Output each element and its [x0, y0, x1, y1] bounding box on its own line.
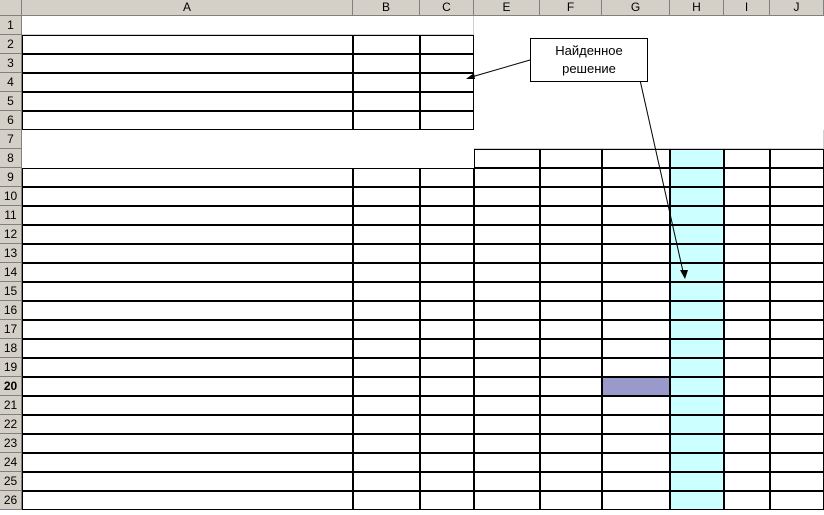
- channels-title[interactable]: [474, 130, 824, 149]
- metric-symbol[interactable]: [353, 263, 420, 282]
- column-header-I[interactable]: I: [724, 0, 770, 16]
- metric-empty[interactable]: [420, 339, 474, 358]
- column-header-A[interactable]: A: [22, 0, 353, 16]
- metric-value[interactable]: [724, 491, 770, 510]
- input-symbol[interactable]: [353, 54, 420, 73]
- callout-line1: Найденное: [555, 43, 623, 58]
- metric-value[interactable]: [670, 206, 724, 225]
- metric-empty[interactable]: [420, 301, 474, 320]
- metric-value[interactable]: [602, 282, 670, 301]
- input-symbol[interactable]: [353, 92, 420, 111]
- input-label[interactable]: [22, 54, 353, 73]
- metric-value[interactable]: [540, 434, 602, 453]
- metric-value[interactable]: [770, 187, 824, 206]
- metric-empty[interactable]: [420, 415, 474, 434]
- metric-value[interactable]: [474, 339, 540, 358]
- metric-value[interactable]: [540, 358, 602, 377]
- input-symbol[interactable]: [353, 73, 420, 92]
- metric-value[interactable]: [670, 434, 724, 453]
- row-header-18[interactable]: 18: [0, 339, 22, 358]
- row-header-5[interactable]: 5: [0, 92, 22, 111]
- row-header-4[interactable]: 4: [0, 73, 22, 92]
- metric-value[interactable]: [670, 168, 724, 187]
- row-header-6[interactable]: 6: [0, 111, 22, 130]
- metric-label[interactable]: [22, 301, 353, 320]
- metric-empty[interactable]: [420, 282, 474, 301]
- metric-symbol[interactable]: [353, 491, 420, 510]
- row-header-2[interactable]: 2: [0, 35, 22, 54]
- metric-value[interactable]: [474, 358, 540, 377]
- metric-value[interactable]: [540, 206, 602, 225]
- metric-value[interactable]: [540, 244, 602, 263]
- metric-value[interactable]: [670, 358, 724, 377]
- metric-value[interactable]: [474, 491, 540, 510]
- metric-symbol[interactable]: [353, 434, 420, 453]
- metric-value[interactable]: [602, 396, 670, 415]
- column-header-C[interactable]: C: [420, 0, 474, 16]
- metric-value[interactable]: [602, 301, 670, 320]
- metric-value[interactable]: [602, 472, 670, 491]
- metric-symbol[interactable]: [353, 377, 420, 396]
- row-header-15[interactable]: 15: [0, 282, 22, 301]
- metric-label[interactable]: [22, 244, 353, 263]
- channel-number[interactable]: [474, 149, 540, 168]
- header-notation[interactable]: [353, 35, 420, 54]
- metric-value[interactable]: [670, 301, 724, 320]
- column-header-H[interactable]: H: [670, 0, 724, 16]
- input-value[interactable]: [420, 92, 474, 111]
- metric-label[interactable]: [22, 320, 353, 339]
- metric-value[interactable]: [540, 453, 602, 472]
- row-header-3[interactable]: 3: [0, 54, 22, 73]
- metric-value[interactable]: [602, 377, 670, 396]
- metric-empty[interactable]: [420, 244, 474, 263]
- metric-empty[interactable]: [420, 434, 474, 453]
- metric-label[interactable]: [22, 434, 353, 453]
- metric-label[interactable]: [22, 358, 353, 377]
- metric-value[interactable]: [474, 206, 540, 225]
- metric-value[interactable]: [602, 244, 670, 263]
- metric-value[interactable]: [724, 244, 770, 263]
- metric-symbol[interactable]: [353, 168, 420, 187]
- metric-value[interactable]: [540, 187, 602, 206]
- metric-value[interactable]: [540, 301, 602, 320]
- metric-value[interactable]: [670, 453, 724, 472]
- channel-number[interactable]: [724, 149, 770, 168]
- metric-value[interactable]: [602, 434, 670, 453]
- callout-line2: решение: [562, 61, 616, 76]
- row-header-17[interactable]: 17: [0, 320, 22, 339]
- metric-value[interactable]: [602, 491, 670, 510]
- metric-value[interactable]: [540, 491, 602, 510]
- row-header-26[interactable]: 26: [0, 491, 22, 510]
- metric-symbol[interactable]: [353, 396, 420, 415]
- metric-symbol[interactable]: [353, 339, 420, 358]
- row-header-12[interactable]: 12: [0, 225, 22, 244]
- metric-label[interactable]: [22, 472, 353, 491]
- row-header-11[interactable]: 11: [0, 206, 22, 225]
- metric-value[interactable]: [602, 339, 670, 358]
- metric-symbol[interactable]: [353, 472, 420, 491]
- channel-number[interactable]: [670, 149, 724, 168]
- metric-value[interactable]: [770, 320, 824, 339]
- metric-empty[interactable]: [420, 187, 474, 206]
- metric-value[interactable]: [770, 225, 824, 244]
- input-label[interactable]: [22, 111, 353, 130]
- metric-label[interactable]: [22, 282, 353, 301]
- metric-value[interactable]: [602, 206, 670, 225]
- metric-value[interactable]: [474, 377, 540, 396]
- metric-label[interactable]: [22, 168, 353, 187]
- metric-value[interactable]: [724, 453, 770, 472]
- metric-empty[interactable]: [420, 396, 474, 415]
- metric-value[interactable]: [540, 415, 602, 434]
- metric-value[interactable]: [474, 187, 540, 206]
- metric-value[interactable]: [770, 491, 824, 510]
- row-header-24[interactable]: 24: [0, 453, 22, 472]
- metric-value[interactable]: [770, 377, 824, 396]
- metric-empty[interactable]: [420, 472, 474, 491]
- metric-value[interactable]: [474, 244, 540, 263]
- metric-label[interactable]: [22, 415, 353, 434]
- metric-empty[interactable]: [420, 263, 474, 282]
- column-header-G[interactable]: G: [602, 0, 670, 16]
- metric-value[interactable]: [474, 225, 540, 244]
- metric-value[interactable]: [724, 168, 770, 187]
- metric-value[interactable]: [770, 396, 824, 415]
- metric-value[interactable]: [670, 225, 724, 244]
- metric-label[interactable]: [22, 263, 353, 282]
- metric-label[interactable]: [22, 491, 353, 510]
- metric-symbol[interactable]: [353, 453, 420, 472]
- metric-value[interactable]: [540, 263, 602, 282]
- metric-value[interactable]: [602, 358, 670, 377]
- row-header-1[interactable]: 1: [0, 16, 22, 35]
- metric-label[interactable]: [22, 206, 353, 225]
- metric-value[interactable]: [770, 358, 824, 377]
- metric-value[interactable]: [770, 282, 824, 301]
- metric-value[interactable]: [474, 453, 540, 472]
- metric-value[interactable]: [474, 168, 540, 187]
- metric-symbol[interactable]: [353, 206, 420, 225]
- metric-value[interactable]: [770, 415, 824, 434]
- metric-value[interactable]: [602, 263, 670, 282]
- row-header-9[interactable]: 9: [0, 168, 22, 187]
- metric-value[interactable]: [602, 187, 670, 206]
- metric-label[interactable]: [22, 187, 353, 206]
- metric-value[interactable]: [474, 282, 540, 301]
- row-header-14[interactable]: 14: [0, 263, 22, 282]
- metric-value[interactable]: [724, 434, 770, 453]
- row-header-21[interactable]: 21: [0, 396, 22, 415]
- input-value[interactable]: [420, 111, 474, 130]
- metric-value[interactable]: [724, 282, 770, 301]
- metric-value[interactable]: [724, 339, 770, 358]
- metric-value[interactable]: [670, 187, 724, 206]
- metric-empty[interactable]: [420, 320, 474, 339]
- sheet-title[interactable]: [22, 16, 474, 35]
- metric-label[interactable]: [22, 396, 353, 415]
- metric-symbol[interactable]: [353, 244, 420, 263]
- metric-value[interactable]: [724, 415, 770, 434]
- metric-label[interactable]: [22, 453, 353, 472]
- metric-value[interactable]: [540, 377, 602, 396]
- metric-symbol[interactable]: [353, 187, 420, 206]
- metric-value[interactable]: [770, 453, 824, 472]
- metric-value[interactable]: [770, 434, 824, 453]
- column-header-J[interactable]: J: [770, 0, 824, 16]
- column-header-B[interactable]: B: [353, 0, 420, 16]
- row-header-19[interactable]: 19: [0, 358, 22, 377]
- row-header-16[interactable]: 16: [0, 301, 22, 320]
- metric-value[interactable]: [474, 396, 540, 415]
- channel-number[interactable]: [602, 149, 670, 168]
- metric-value[interactable]: [602, 453, 670, 472]
- metric-value[interactable]: [770, 472, 824, 491]
- metric-value[interactable]: [670, 282, 724, 301]
- channel-number[interactable]: [770, 149, 824, 168]
- metric-value[interactable]: [770, 339, 824, 358]
- metric-value[interactable]: [474, 434, 540, 453]
- metric-value[interactable]: [540, 472, 602, 491]
- input-label[interactable]: [22, 92, 353, 111]
- row-header-23[interactable]: 23: [0, 434, 22, 453]
- metric-empty[interactable]: [420, 377, 474, 396]
- metric-value[interactable]: [670, 396, 724, 415]
- input-symbol[interactable]: [353, 111, 420, 130]
- metric-value[interactable]: [540, 339, 602, 358]
- metric-value[interactable]: [540, 320, 602, 339]
- metric-symbol[interactable]: [353, 415, 420, 434]
- metric-value[interactable]: [602, 415, 670, 434]
- row-header-22[interactable]: 22: [0, 415, 22, 434]
- metric-empty[interactable]: [420, 491, 474, 510]
- column-header-E[interactable]: E: [474, 0, 540, 16]
- metric-empty[interactable]: [420, 168, 474, 187]
- input-label[interactable]: [22, 73, 353, 92]
- metric-value[interactable]: [724, 377, 770, 396]
- metric-symbol[interactable]: [353, 301, 420, 320]
- metric-value[interactable]: [724, 320, 770, 339]
- metric-symbol[interactable]: [353, 358, 420, 377]
- row-header-20[interactable]: 20: [0, 377, 22, 396]
- metric-empty[interactable]: [420, 225, 474, 244]
- callout-found-solution: [530, 38, 648, 82]
- row-header-7[interactable]: 7: [0, 130, 22, 149]
- row-header-10[interactable]: 10: [0, 187, 22, 206]
- metric-value[interactable]: [724, 472, 770, 491]
- metric-value[interactable]: [670, 263, 724, 282]
- metric-value[interactable]: [670, 491, 724, 510]
- header-value[interactable]: [420, 35, 474, 54]
- metric-symbol[interactable]: [353, 282, 420, 301]
- metric-value[interactable]: [602, 168, 670, 187]
- metric-value[interactable]: [540, 282, 602, 301]
- metric-empty[interactable]: [420, 453, 474, 472]
- metric-value[interactable]: [474, 263, 540, 282]
- channel-number[interactable]: [540, 149, 602, 168]
- metric-value[interactable]: [602, 225, 670, 244]
- metric-value[interactable]: [474, 415, 540, 434]
- metric-value[interactable]: [540, 168, 602, 187]
- metric-value[interactable]: [770, 301, 824, 320]
- metric-value[interactable]: [540, 396, 602, 415]
- metric-value[interactable]: [724, 396, 770, 415]
- metric-value[interactable]: [770, 263, 824, 282]
- metric-value[interactable]: [724, 301, 770, 320]
- header-indicators[interactable]: [22, 35, 353, 54]
- metric-value[interactable]: [670, 472, 724, 491]
- metric-label[interactable]: [22, 377, 353, 396]
- metric-value[interactable]: [770, 206, 824, 225]
- metric-label[interactable]: [22, 339, 353, 358]
- metric-empty[interactable]: [420, 206, 474, 225]
- metric-value[interactable]: [724, 358, 770, 377]
- metric-value[interactable]: [670, 320, 724, 339]
- metric-value[interactable]: [474, 472, 540, 491]
- column-header-F[interactable]: F: [540, 0, 602, 16]
- metric-value[interactable]: [670, 377, 724, 396]
- select-all-corner[interactable]: [0, 0, 22, 16]
- metric-empty[interactable]: [420, 358, 474, 377]
- metric-label[interactable]: [22, 225, 353, 244]
- metric-value[interactable]: [670, 339, 724, 358]
- metric-value[interactable]: [474, 301, 540, 320]
- metric-value[interactable]: [770, 244, 824, 263]
- row-header-13[interactable]: 13: [0, 244, 22, 263]
- metric-symbol[interactable]: [353, 320, 420, 339]
- metric-value[interactable]: [474, 320, 540, 339]
- metric-value[interactable]: [540, 225, 602, 244]
- metric-value[interactable]: [724, 225, 770, 244]
- input-value[interactable]: [420, 73, 474, 92]
- metric-value[interactable]: [724, 187, 770, 206]
- metric-value[interactable]: [602, 320, 670, 339]
- metric-value[interactable]: [770, 168, 824, 187]
- row-header-25[interactable]: 25: [0, 472, 22, 491]
- metric-value[interactable]: [724, 206, 770, 225]
- metric-symbol[interactable]: [353, 225, 420, 244]
- row-header-8[interactable]: 8: [0, 149, 22, 168]
- metric-value[interactable]: [670, 415, 724, 434]
- metric-value[interactable]: [724, 263, 770, 282]
- metric-value[interactable]: [670, 244, 724, 263]
- input-value[interactable]: [420, 54, 474, 73]
